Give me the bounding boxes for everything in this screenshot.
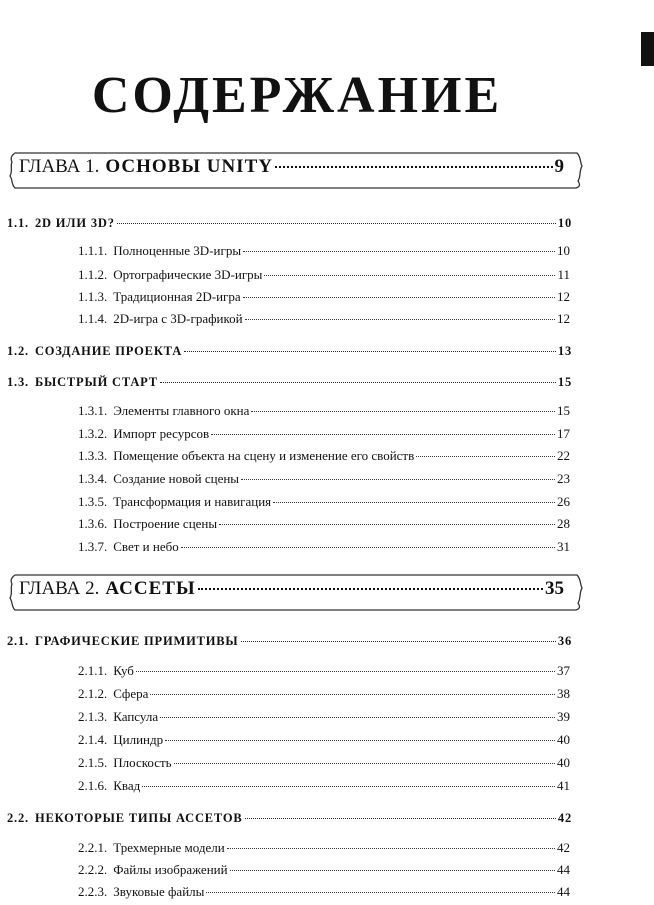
dot-leader <box>416 456 555 457</box>
subsection-title: Помещение объекта на сцену и изменение его свойств <box>113 448 415 463</box>
dot-leader <box>241 641 556 642</box>
toc-subsection[interactable] <box>78 840 570 856</box>
toc-subsection[interactable] <box>78 516 570 532</box>
toc-subsection[interactable] <box>78 686 570 702</box>
toc-subsection[interactable] <box>78 403 570 419</box>
dot-leader <box>273 502 555 503</box>
subsection-title: Трансформация и навигация <box>113 494 272 509</box>
subsection-number: 2.2.2. <box>78 862 108 877</box>
section-title: БЫСТРЫЙ СТАРТ <box>34 375 158 389</box>
subsection-title: Построение сцены <box>113 516 218 531</box>
toc-subsection[interactable] <box>78 778 570 794</box>
toc-subsection[interactable] <box>78 709 570 725</box>
toc-subsection[interactable] <box>78 539 570 555</box>
chapter-title: ОСНОВЫ UNITY <box>105 156 273 177</box>
subsection-title: Трехмерные модели <box>113 840 225 855</box>
toc-subsection[interactable] <box>78 862 570 878</box>
toc-section[interactable] <box>7 216 572 231</box>
page-number: 31 <box>557 539 570 554</box>
subsection-number: 2.2.3. <box>78 884 108 899</box>
subsection-title: 2D-игра с 3D-графикой <box>113 311 243 326</box>
page-edge-marker <box>641 32 654 66</box>
dot-leader <box>165 740 555 741</box>
page-number: 42 <box>557 811 572 825</box>
subsection-number: 1.3.5. <box>78 494 108 509</box>
toc-subsection[interactable] <box>78 448 570 464</box>
page-number: 11 <box>557 267 570 282</box>
subsection-title: Элементы главного окна <box>113 403 250 418</box>
subsection-number: 2.1.1. <box>78 663 108 678</box>
dot-leader <box>245 319 555 320</box>
page-title: СОДЕРЖАНИЕ <box>91 67 503 124</box>
chapter-label: ГЛАВА 1. <box>19 156 100 177</box>
subsection-title: Создание новой сцены <box>113 471 240 486</box>
section-number: 1.1. <box>7 216 29 230</box>
dot-leader <box>142 786 555 787</box>
toc-subsection[interactable] <box>78 267 570 283</box>
section-number: 1.3. <box>7 375 29 389</box>
toc-section[interactable] <box>7 344 572 359</box>
page-number: 41 <box>557 778 570 793</box>
dot-leader <box>160 717 555 718</box>
subsection-number: 1.3.2. <box>78 426 108 441</box>
toc-subsection[interactable] <box>78 243 570 259</box>
toc-subsection[interactable] <box>78 311 570 327</box>
toc-subsection[interactable] <box>78 663 570 679</box>
dot-leader <box>117 223 556 224</box>
dot-leader <box>181 547 555 548</box>
toc-subsection[interactable] <box>78 471 570 487</box>
toc-subsection[interactable] <box>78 884 570 900</box>
page-number: 37 <box>557 663 570 678</box>
subsection-number: 1.3.4. <box>78 471 108 486</box>
page-number: 10 <box>557 243 570 258</box>
dot-leader <box>264 275 555 276</box>
chapter-1-entry <box>19 156 564 178</box>
dot-leader <box>219 524 555 525</box>
dot-leader <box>230 870 555 871</box>
dot-leader <box>241 479 555 480</box>
subsection-title: Импорт ресурсов <box>113 426 210 441</box>
section-title: СОЗДАНИЕ ПРОЕКТА <box>34 344 183 358</box>
page-number: 15 <box>557 403 570 418</box>
subsection-number: 1.1.3. <box>78 289 108 304</box>
page-number: 10 <box>557 216 572 230</box>
subsection-title: Полноценные 3D-игры <box>113 243 242 258</box>
subsection-number: 1.3.3. <box>78 448 108 463</box>
section-number: 1.2. <box>7 344 29 358</box>
toc-section[interactable] <box>7 811 572 826</box>
page-number: 44 <box>557 862 570 877</box>
dot-leader <box>245 818 556 819</box>
subsection-number: 2.1.6. <box>78 778 108 793</box>
chapter-2-heading[interactable] <box>7 572 585 612</box>
subsection-title: Традиционная 2D-игра <box>113 289 241 304</box>
dot-leader <box>206 892 555 893</box>
subsection-number: 1.3.7. <box>78 539 108 554</box>
page-number: 44 <box>557 884 570 899</box>
dot-leader <box>275 166 553 168</box>
page-number: 17 <box>557 426 570 441</box>
subsection-title: Плоскость <box>113 755 172 770</box>
section-title: НЕКОТОРЫЕ ТИПЫ АССЕТОВ <box>34 811 243 825</box>
page-number: 40 <box>557 732 570 747</box>
section-number: 2.2. <box>7 811 29 825</box>
section-title: ГРАФИЧЕСКИЕ ПРИМИТИВЫ <box>34 634 239 648</box>
dot-leader <box>243 297 555 298</box>
section-title: 2D ИЛИ 3D? <box>34 216 115 230</box>
subsection-title: Файлы изображений <box>113 862 228 877</box>
subsection-number: 1.1.4. <box>78 311 108 326</box>
page-number: 39 <box>557 709 570 724</box>
dot-leader <box>160 382 556 383</box>
subsection-number: 2.2.1. <box>78 840 108 855</box>
dot-leader <box>211 434 555 435</box>
toc-section[interactable] <box>7 634 572 649</box>
subsection-title: Свет и небо <box>113 539 179 554</box>
page-number: 12 <box>557 289 570 304</box>
page-number: 40 <box>557 755 570 770</box>
page-number: 12 <box>557 311 570 326</box>
chapter-label: ГЛАВА 2. <box>19 578 100 599</box>
page-number: 42 <box>557 840 570 855</box>
page-number: 15 <box>557 375 572 389</box>
page-number: 38 <box>557 686 570 701</box>
subsection-title: Цилиндр <box>113 732 164 747</box>
toc-section[interactable] <box>7 375 572 390</box>
page-number: 26 <box>557 494 570 509</box>
section-number: 2.1. <box>7 634 29 648</box>
dot-leader <box>174 763 555 764</box>
dot-leader <box>150 694 555 695</box>
subsection-title: Сфера <box>113 686 149 701</box>
subsection-title: Звуковые файлы <box>113 884 205 899</box>
page-number: 9 <box>554 156 564 177</box>
page-number: 13 <box>557 344 572 358</box>
subsection-number: 2.1.4. <box>78 732 108 747</box>
chapter-1-heading[interactable] <box>7 150 585 190</box>
subsection-number: 2.1.2. <box>78 686 108 701</box>
page-number: 22 <box>557 448 570 463</box>
toc-subsection[interactable] <box>78 732 570 748</box>
subsection-number: 1.1.1. <box>78 243 108 258</box>
subsection-number: 2.1.3. <box>78 709 108 724</box>
dot-leader <box>184 351 556 352</box>
dot-leader <box>227 848 555 849</box>
subsection-title: Куб <box>113 663 134 678</box>
subsection-number: 2.1.5. <box>78 755 108 770</box>
toc-subsection[interactable] <box>78 494 570 510</box>
chapter-2-entry <box>19 578 564 600</box>
subsection-title: Ортографические 3D-игры <box>113 267 263 282</box>
toc-subsection[interactable] <box>78 426 570 442</box>
subsection-number: 1.3.6. <box>78 516 108 531</box>
dot-leader <box>251 411 555 412</box>
toc-subsection[interactable] <box>78 289 570 305</box>
dot-leader <box>198 588 543 590</box>
subsection-title: Капсула <box>113 709 159 724</box>
page-number: 36 <box>557 634 572 648</box>
dot-leader <box>243 251 555 252</box>
chapter-title: АССЕТЫ <box>105 578 196 599</box>
page-number: 23 <box>557 471 570 486</box>
page-number: 28 <box>557 516 570 531</box>
dot-leader <box>136 671 555 672</box>
subsection-number: 1.1.2. <box>78 267 108 282</box>
page-number: 35 <box>545 578 564 599</box>
toc-subsection[interactable] <box>78 755 570 771</box>
subsection-title: Квад <box>113 778 141 793</box>
subsection-number: 1.3.1. <box>78 403 108 418</box>
